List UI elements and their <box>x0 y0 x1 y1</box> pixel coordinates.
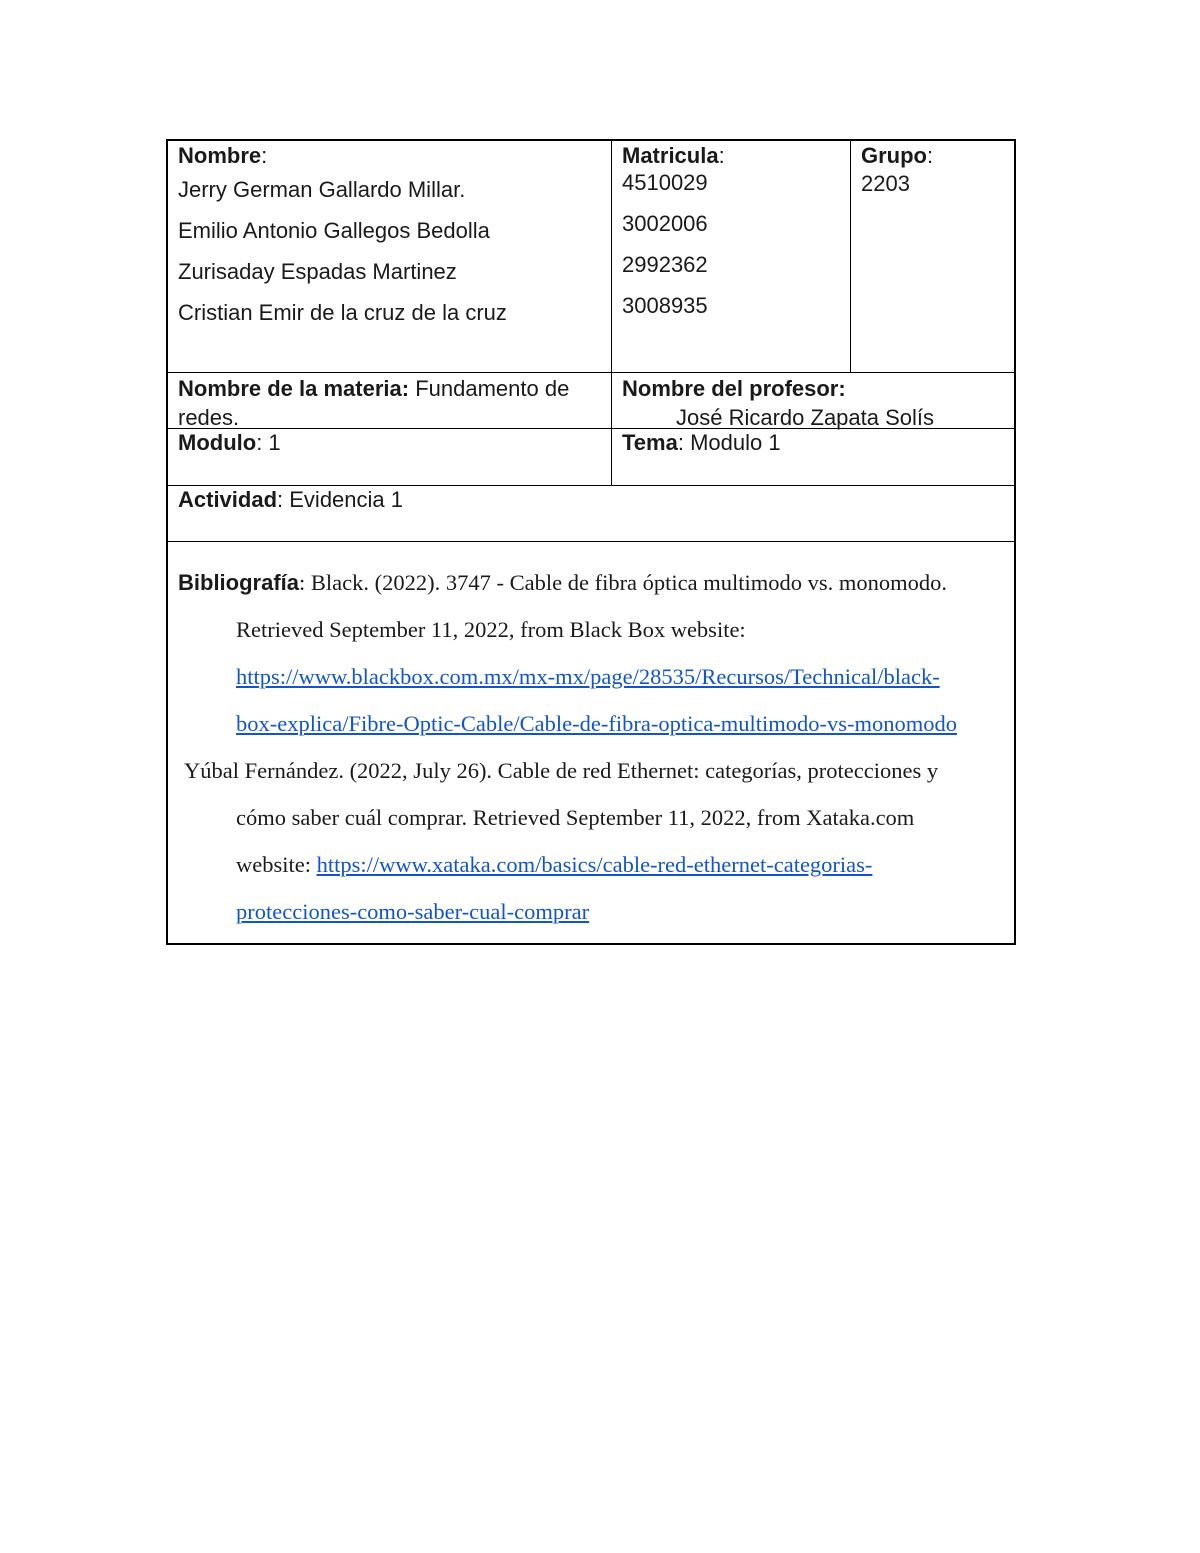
student-name: Emilio Antonio Gallegos Bedolla <box>178 218 490 243</box>
matricula-number: 3008935 <box>622 293 708 318</box>
matricula-number: 3002006 <box>622 211 708 236</box>
colon: : <box>261 143 268 168</box>
materia-value-cont: redes. <box>178 405 240 430</box>
materia-cell <box>168 374 611 432</box>
reference-link[interactable]: box-explica/Fibre-Optic-Cable/Cable-de-fibra-optica-multimodo-vs-monomodo <box>236 711 958 736</box>
divider <box>168 485 1014 486</box>
bibliografia-label: Bibliografía <box>178 570 300 595</box>
tema-label: Tema <box>622 430 678 455</box>
materia-value: Fundamento de <box>409 376 570 401</box>
reference-text: Retrieved September 11, 2022, from Black Box website: <box>236 617 746 642</box>
modulo-cell <box>168 430 611 456</box>
modulo-label: Modulo <box>178 430 257 455</box>
tema-cell <box>612 430 1014 456</box>
student-name: Zurisaday Espadas Martinez <box>178 259 457 284</box>
reference-text: cómo saber cuál comprar. Retrieved September 11, 2022, from Xataka.com <box>236 805 915 830</box>
profesor-name: José Ricardo Zapata Solís <box>676 405 935 430</box>
reference-text: Yúbal Fernández. (2022, July 26). Cable de red Ethernet: categorías, protecciones y <box>184 758 939 783</box>
reference-link[interactable]: https://www.blackbox.com.mx/mx-mx/page/28535/Recursos/Technical/black- <box>236 664 940 689</box>
grupo-value: 2203 <box>861 171 910 196</box>
student-name: Cristian Emir de la cruz de la cruz <box>178 300 507 325</box>
students-cell <box>168 143 611 333</box>
info-table <box>166 139 1016 945</box>
actividad-value: : Evidencia 1 <box>277 487 403 512</box>
colon: : <box>718 143 725 168</box>
grupo-cell <box>851 143 1014 197</box>
reference-text: website: <box>236 852 317 877</box>
profesor-cell <box>612 374 1014 432</box>
matricula-list <box>622 162 840 326</box>
profesor-label: Nombre del profesor: <box>622 376 846 401</box>
divider <box>168 541 1014 542</box>
nombre-label: Nombre <box>178 143 262 168</box>
grupo-heading <box>861 143 1004 169</box>
materia-label: Nombre de la materia: <box>178 376 410 401</box>
nombre-heading <box>178 143 601 169</box>
modulo-value: : 1 <box>256 430 281 455</box>
matricula-number: 2992362 <box>622 252 708 277</box>
reference-link[interactable]: https://www.xataka.com/basics/cable-red-ethernet-categorias- <box>316 852 873 877</box>
grupo-label: Grupo <box>861 143 927 168</box>
actividad-label: Actividad <box>178 487 278 512</box>
actividad-cell <box>168 487 1014 513</box>
colon: : <box>927 143 934 168</box>
student-name: Jerry German Gallardo Millar. <box>178 177 466 202</box>
tema-value: : Modulo 1 <box>677 430 781 455</box>
matricula-number: 4510029 <box>622 170 708 195</box>
reference-link[interactable]: protecciones-como-saber-cual-comprar <box>236 899 590 924</box>
bibliografia-cell <box>168 559 1014 935</box>
reference-text: : Black. (2022). 3747 - Cable de fibra óptica multimodo vs. monomodo. <box>299 570 948 595</box>
divider <box>168 372 1014 373</box>
matricula-cell <box>612 143 850 326</box>
matricula-label: Matricula <box>622 143 719 168</box>
